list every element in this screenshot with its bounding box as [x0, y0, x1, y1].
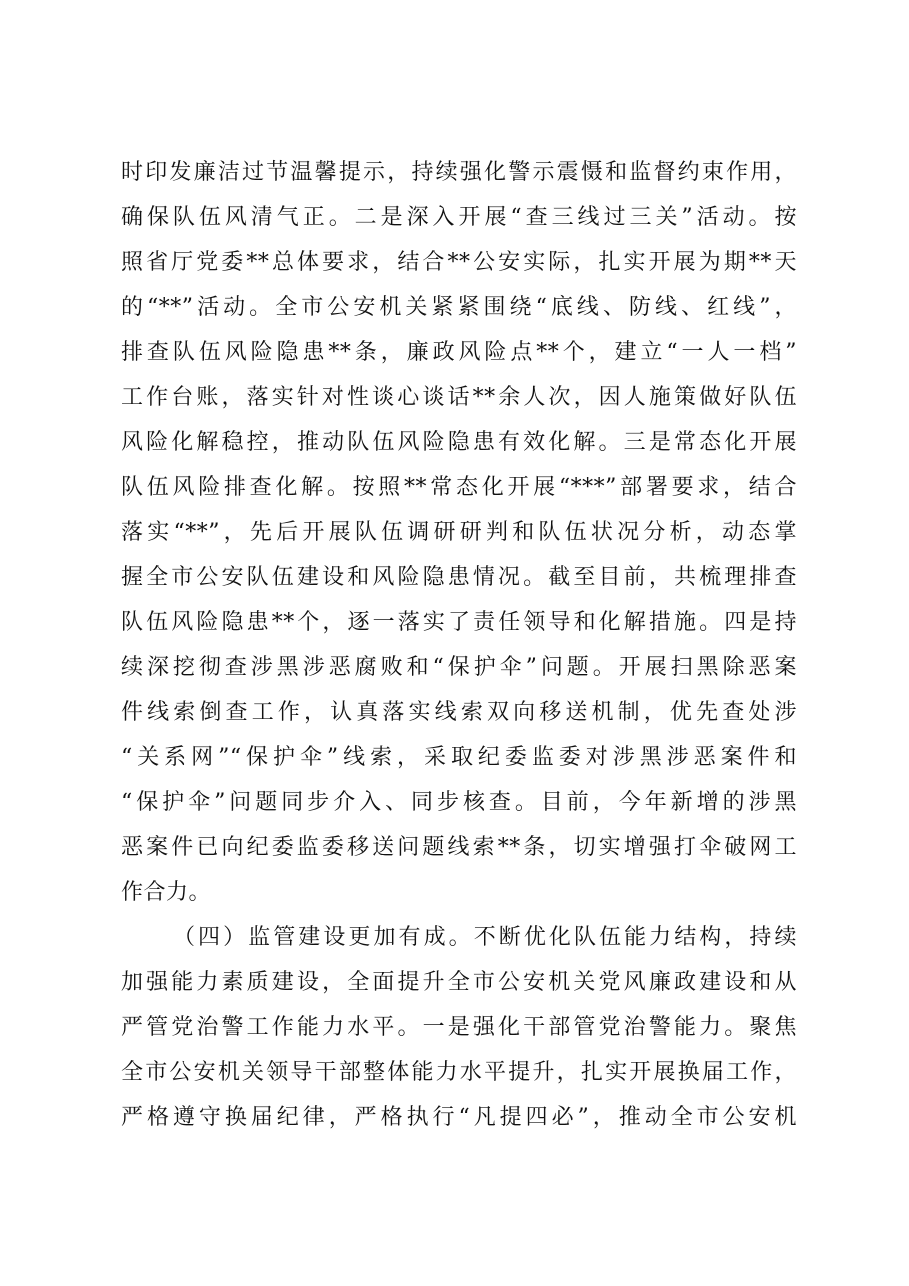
text-line: 队伍风险排查化解。按照**常态化开展“***”部署要求，结合 — [121, 475, 797, 500]
text-line: 握全市公安队伍建设和风险隐患情况。截至目前，共梳理排查 — [121, 565, 797, 590]
body-text — [121, 150, 797, 1140]
text-line: 严管党治警工作能力水平。一是强化干部管党治警能力。聚焦 — [121, 1015, 797, 1040]
text-line: 时印发廉洁过节温馨提示，持续强化警示震慑和监督约束作用， — [121, 160, 797, 185]
text-line: 落实“**”，先后开展队伍调研研判和队伍状况分析，动态掌 — [121, 520, 797, 545]
text-line: 全市公安机关领导干部整体能力水平提升，扎实开展换届工作， — [121, 1060, 797, 1085]
text-line: 件线索倒查工作，认真落实线索双向移送机制，优先查处涉 — [121, 700, 797, 725]
text-line: 加强能力素质建设，全面提升全市公安机关党风廉政建设和从 — [121, 970, 797, 995]
text-line: 严格遵守换届纪律，严格执行“凡提四必”，推动全市公安机 — [121, 1105, 797, 1130]
text-line: 工作台账，落实针对性谈心谈话**余人次，因人施策做好队伍 — [121, 385, 797, 410]
text-line: 队伍风险隐患**个，逐一落实了责任领导和化解措施。四是持 — [121, 610, 797, 635]
text-line: 的“**”活动。全市公安机关紧紧围绕“底线、防线、红线”， — [121, 295, 797, 320]
text-line: 风险化解稳控，推动队伍风险隐患有效化解。三是常态化开展 — [121, 430, 797, 455]
text-line: 照省厅党委**总体要求，结合**公安实际，扎实开展为期**天 — [121, 250, 797, 275]
text-line: 确保队伍风清气正。二是深入开展“查三线过三关”活动。按 — [121, 205, 797, 230]
paragraph-end-line: 作合力。 — [121, 880, 212, 905]
text-line: 续深挖彻查涉黑涉恶腐败和“保护伞”问题。开展扫黑除恶案 — [121, 655, 797, 680]
text-line: 排查队伍风险隐患**条，廉政风险点**个，建立“一人一档” — [121, 340, 797, 365]
section-heading-line: （四）监管建设更加有成。不断优化队伍能力结构，持续 — [173, 925, 797, 950]
text-line: “关系网”“保护伞”线索，采取纪委监委对涉黑涉恶案件和 — [121, 745, 797, 770]
text-line: “保护伞”问题同步介入、同步核查。目前，今年新增的涉黑 — [121, 790, 797, 815]
text-line: 恶案件已向纪委监委移送问题线索**条，切实增强打伞破网工 — [121, 835, 797, 860]
